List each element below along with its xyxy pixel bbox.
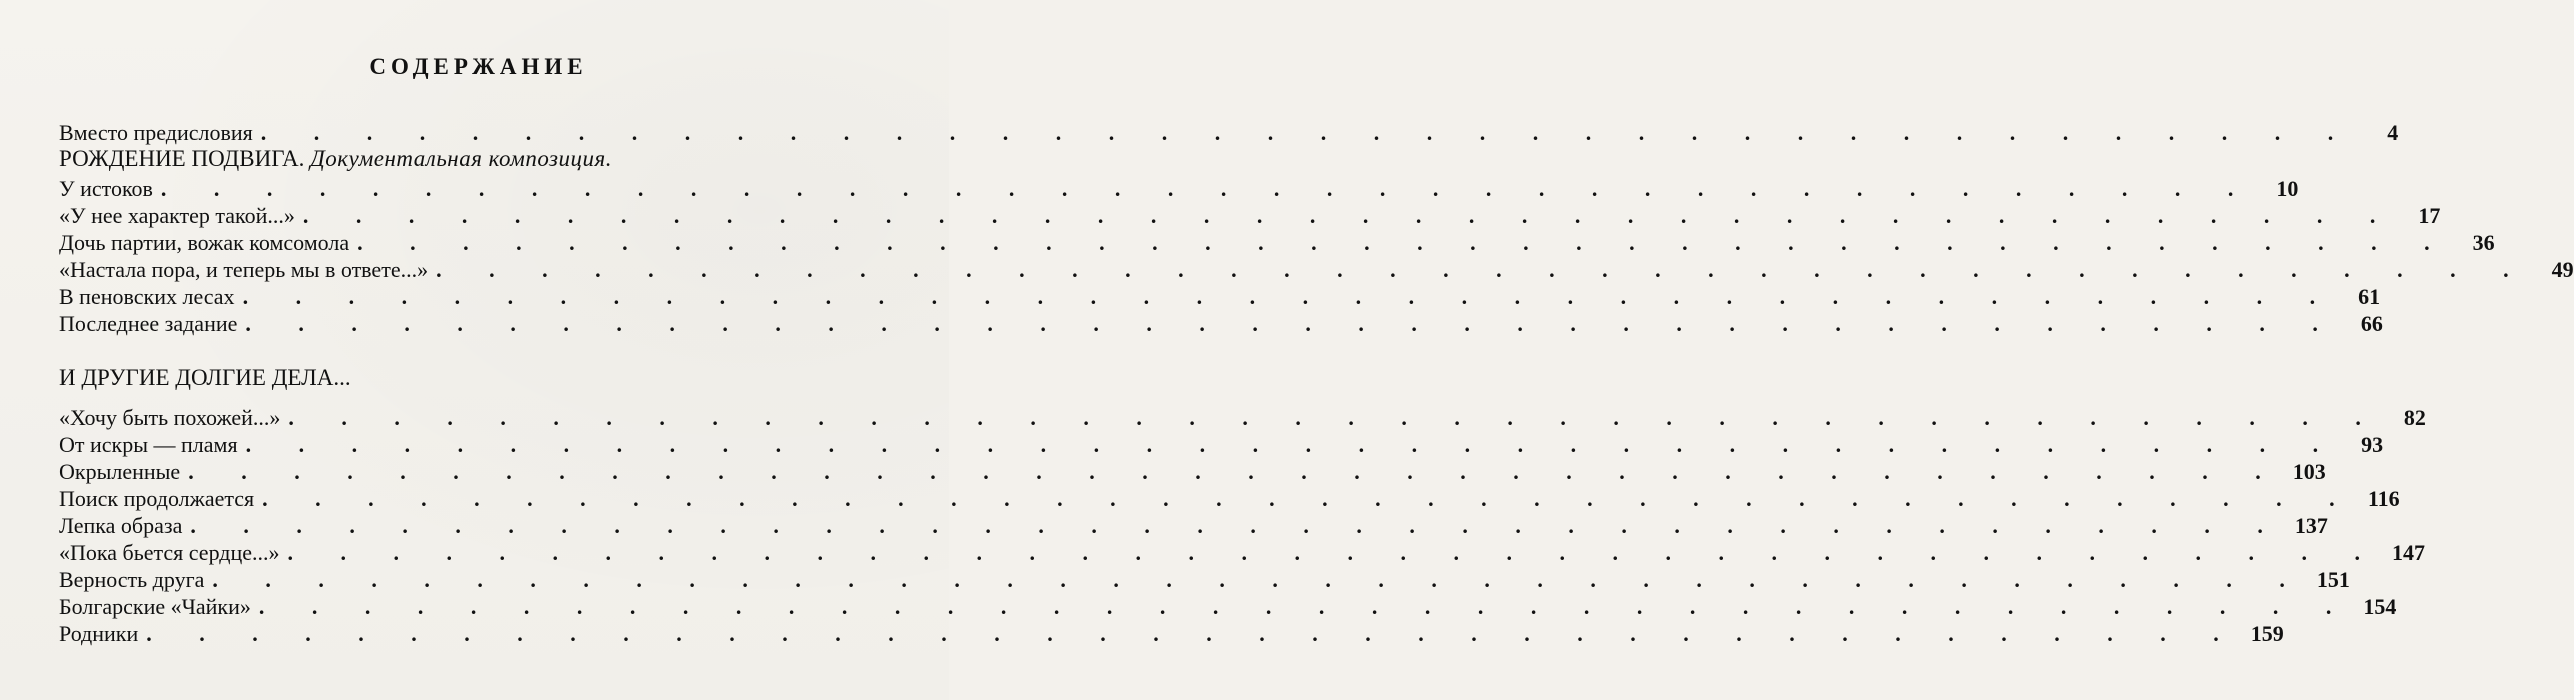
- dot-leader: . . . . . . . . . . . . . . . . . . . . . . . . . . . . . . . . . . . . . . . .: [146, 621, 2240, 646]
- toc-entry[interactable]: [59, 539, 2426, 566]
- toc-entry-label: «Пока бьется сердце...»: [59, 540, 280, 565]
- dot-leader: . . . . . . . . . . . . . . . . . . . . . . . . . . . . . . . . . . . . . . . .: [212, 567, 2306, 592]
- toc-entry[interactable]: [59, 202, 2441, 229]
- toc-entry-page: 159: [2250, 621, 2284, 646]
- toc-entry[interactable]: [59, 512, 2328, 539]
- toc-entry-page: 116: [2367, 486, 2400, 511]
- toc-entry-page: 17: [2418, 203, 2441, 228]
- toc-entry[interactable]: [59, 404, 2426, 431]
- toc-entry-page: 103: [2292, 459, 2326, 484]
- dot-leader: . . . . . . . . . . . . . . . . . . . . . . . . . . . . . . . . . . . . . . . .: [260, 120, 2355, 145]
- dot-leader: . . . . . . . . . . . . . . . . . . . . . . . . . . . . . . . . . . . . . . . .: [245, 432, 2340, 457]
- toc-entry-preface[interactable]: [59, 119, 2399, 146]
- dot-leader: . . . . . . . . . . . . . . . . . . . . . . . . . . . . . . . . . . . . . . . .: [302, 203, 2397, 228]
- toc-entry-page: 151: [2316, 567, 2350, 592]
- toc-entry-page: 36: [2472, 230, 2495, 255]
- toc-entry-label: От искры — пламя: [59, 432, 238, 457]
- toc-entry-label: Вместо предисловия: [59, 120, 253, 145]
- preface-entries: [59, 119, 2399, 146]
- toc-entry-page: 4: [2387, 120, 2399, 145]
- toc-entry[interactable]: [59, 310, 2383, 337]
- dot-leader: . . . . . . . . . . . . . . . . . . . . . . . . . . . . . . . . . . . . . . . .: [357, 230, 2451, 255]
- toc-entry-page: 10: [2276, 176, 2299, 201]
- toc-entry-page: 49: [2551, 257, 2574, 282]
- toc-entry-page: 61: [2358, 284, 2381, 309]
- toc-entry-page: 137: [2294, 513, 2328, 538]
- toc-entry[interactable]: [59, 256, 2574, 283]
- dot-leader: . . . . . . . . . . . . . . . . . . . . . . . . . . . . . . . . . . . . . . . .: [188, 459, 2282, 484]
- dot-leader: . . . . . . . . . . . . . . . . . . . . . . . . . . . . . . . . . . . . . . . .: [160, 176, 2255, 201]
- toc-entry-label: Верность друга: [59, 567, 205, 592]
- toc-entry[interactable]: [59, 485, 2400, 512]
- dot-leader: . . . . . . . . . . . . . . . . . . . . . . . . . . . . . . . . . . . . . . . .: [190, 513, 2284, 538]
- toc-entry[interactable]: [59, 458, 2326, 485]
- section-heading-part1: [59, 146, 612, 172]
- toc-entry-page: 147: [2392, 540, 2426, 565]
- toc-entry[interactable]: [59, 620, 2284, 647]
- toc-entry-label: Лепка образа: [59, 513, 183, 538]
- toc-entry-label: В пеновских лесах: [59, 284, 235, 309]
- toc-entry-label: Поиск продолжается: [59, 486, 255, 511]
- part1-entries: [59, 175, 2574, 337]
- toc-entry-label: Родники: [59, 621, 139, 646]
- dot-leader: . . . . . . . . . . . . . . . . . . . . . . . . . . . . . . . . . . . . . . . .: [436, 257, 2530, 282]
- dot-leader: . . . . . . . . . . . . . . . . . . . . . . . . . . . . . . . . . . . . . . . .: [242, 284, 2337, 309]
- section-heading-subtitle: Документальная композиция.: [310, 146, 612, 171]
- toc-entry[interactable]: [59, 175, 2299, 202]
- toc-entry-label: «Настала пора, и теперь мы в ответе...»: [59, 257, 429, 282]
- toc-entry-label: «У нее характер такой...»: [59, 203, 295, 228]
- toc-entry-page: 82: [2403, 405, 2426, 430]
- page-title: СОДЕРЖАНИЕ: [369, 54, 588, 79]
- toc-entry-label: Последнее задание: [59, 311, 238, 336]
- toc-entry-label: Дочь партии, вожак комсомола: [59, 230, 350, 255]
- toc-entry[interactable]: [59, 566, 2350, 593]
- dot-leader: . . . . . . . . . . . . . . . . . . . . . . . . . . . . . . . . . . . . . . . .: [245, 311, 2339, 336]
- dot-leader: . . . . . . . . . . . . . . . . . . . . . . . . . . . . . . . . . . . . . . . .: [258, 594, 2353, 619]
- part2-entries: [59, 404, 2426, 647]
- section-heading-title: РОЖДЕНИЕ ПОДВИГА.: [59, 146, 305, 171]
- toc-entry-label: Окрыленные: [59, 459, 181, 484]
- toc-entry-page: 66: [2360, 311, 2383, 336]
- dot-leader: . . . . . . . . . . . . . . . . . . . . . . . . . . . . . . . . . . . . . . . .: [288, 405, 2382, 430]
- toc-entry[interactable]: [59, 283, 2381, 310]
- toc-entry[interactable]: [59, 593, 2397, 620]
- toc-entry[interactable]: [59, 229, 2495, 256]
- dot-leader: . . . . . . . . . . . . . . . . . . . . . . . . . . . . . . . . . . . . . . . .: [287, 540, 2382, 565]
- section-heading-part2: [59, 365, 351, 391]
- dot-leader: . . . . . . . . . . . . . . . . . . . . . . . . . . . . . . . . . . . . . . . .: [262, 486, 2356, 511]
- toc-entry[interactable]: [59, 431, 2384, 458]
- toc-entry-label: «Хочу быть похожей...»: [59, 405, 281, 430]
- toc-entry-page: 154: [2363, 594, 2397, 619]
- toc-entry-label: У истоков: [59, 176, 153, 201]
- toc-entry-page: 93: [2361, 432, 2384, 457]
- toc-entry-label: Болгарские «Чайки»: [59, 594, 251, 619]
- section-heading-title: И ДРУГИЕ ДОЛГИЕ ДЕЛА...: [59, 365, 351, 390]
